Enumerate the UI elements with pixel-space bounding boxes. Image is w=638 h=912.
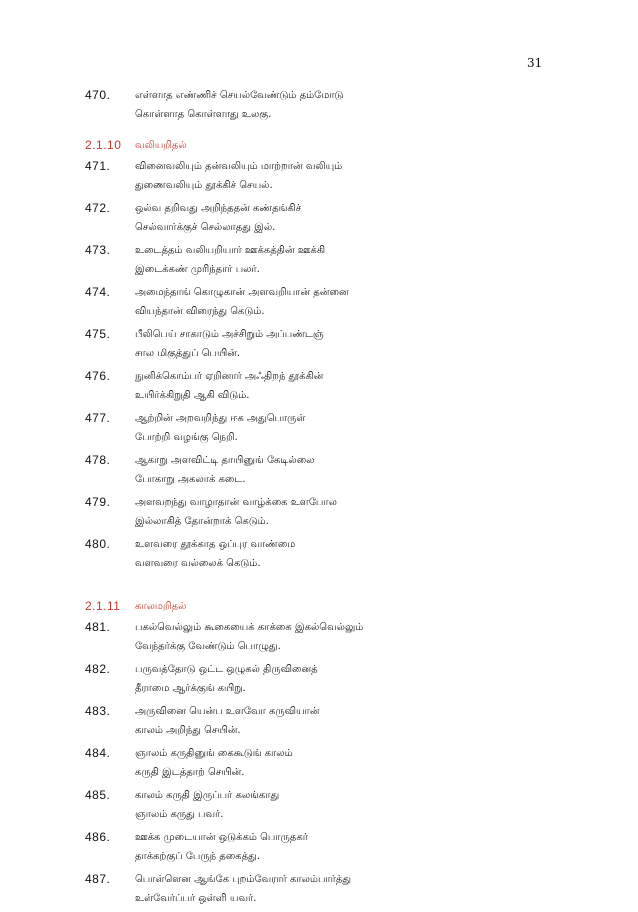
section-title: வலியறிதல் [135, 140, 187, 151]
verse-number: 487. [85, 872, 111, 886]
verse-number: 479. [85, 495, 111, 509]
verse-line: போற்றி வழங்கு நெறி. [135, 432, 238, 443]
verse-number: 483. [85, 704, 111, 718]
verse-line: சால மிகுத்துப் பெயின். [135, 348, 241, 359]
verse-line: தீராமை ஆர்க்குங் கயிறு. [135, 683, 246, 694]
verse-number: 482. [85, 662, 111, 676]
verse-line: எள்ளாத எண்ணிச் செயல்வேண்டும் தம்மோடு [135, 90, 344, 101]
verse-line: கருதி இடத்தாற் செயின். [135, 767, 245, 778]
verse-line: ஞாலம் கருதினுங் கைகூடுங் காலம் [135, 748, 293, 759]
verse-line: காலம் கருதி இருப்பர் கலங்காது [135, 790, 280, 801]
section-heading [85, 136, 555, 155]
verse-line: ஆகாறு அளவிட்டி தாயினுங் கேடில்லை [135, 455, 315, 466]
verse-line: ஊக்க முடையான் ஒடுக்கம் பொருதகர் [135, 832, 308, 843]
verse-entry [85, 744, 555, 782]
verse-line: வளவரை வல்லைக் கெடும். [135, 558, 261, 569]
verse-line: பகல்வெல்லும் கூகையைக் காக்கை இகல்வெல்லும் [135, 622, 364, 633]
verse-number: 472. [85, 201, 111, 215]
verse-number: 473. [85, 243, 111, 257]
verse-number: 476. [85, 369, 111, 383]
verse-entry [85, 535, 555, 573]
verse-line: செல்வார்க்குச் செல்லாதது இல். [135, 222, 276, 233]
verse-number: 470. [85, 88, 111, 102]
verse-line: போகாறு அகலாக் கடை. [135, 474, 246, 485]
verse-line: அமைந்தாங் கொழுகான் அளவறியான் தன்னை [135, 287, 349, 298]
verse-line: பீலிபெய் சாகாடும் அச்சிறும் அப்பண்டஞ் [135, 329, 324, 340]
verse-entry [85, 199, 555, 237]
verse-line: வேந்தர்க்கு வேண்டும் பொழுது. [135, 641, 281, 652]
verse-entry [85, 786, 555, 824]
verse-line: ஒல்வ தறிவது அறிந்ததன் கண்தங்கிச் [135, 203, 302, 214]
verse-line: உடைத்தம் வலியறியார் ஊக்கத்தின் ஊக்கி [135, 245, 326, 256]
verse-line: பொள்ளென ஆங்கே புறம்வேரார் காலம்பார்த்து [135, 874, 352, 885]
verse-line: உளவரை தூக்காத ஒப்புர வாண்மை [135, 539, 296, 550]
verse-entry [85, 283, 555, 321]
verse-line: வினைவலியும் தன்வலியும் மாற்றான் வலியும் [135, 161, 343, 172]
verse-number: 471. [85, 159, 111, 173]
verse-line: பருவத்தோடு ஒட்ட ஒழுகல் திருவினைத் [135, 664, 318, 675]
verse-entry [85, 828, 555, 866]
verse-entry [85, 241, 555, 279]
verse-number: 478. [85, 453, 111, 467]
verse-entry [85, 367, 555, 405]
verse-entry [85, 86, 555, 124]
verse-entry [85, 660, 555, 698]
section-title: காலமறிதல் [135, 601, 187, 612]
verse-number: 485. [85, 788, 111, 802]
verse-line: துணைவலியும் தூக்கிச் செயல். [135, 180, 273, 191]
verse-line: வியந்தான் விரைந்து கெடும். [135, 306, 265, 317]
verse-entry [85, 157, 555, 195]
verse-number: 484. [85, 746, 111, 760]
verse-number: 477. [85, 411, 111, 425]
verse-line: கொள்ளாத கொள்ளாது உலகு. [135, 109, 272, 120]
verse-line: உயிர்க்கிறுதி ஆகி விடும். [135, 390, 250, 401]
verse-line: ஆற்றின் அறவறிந்து ஈக அதுபொருள் [135, 413, 306, 424]
verse-line: அளவறந்து வாழாதான் வாழ்க்கை உளபோல [135, 497, 337, 508]
verse-entry [85, 870, 555, 908]
verse-number: 480. [85, 537, 111, 551]
verse-line: உள்வேர்ப்பர் ஒள்ளி யவர். [135, 893, 257, 904]
verse-line: அருவினை யென்ப உளவோ கருவியான் [135, 706, 320, 717]
verse-entry [85, 702, 555, 740]
verse-line: நுனிக்கொம்பர் ஏறினார் அஃதிறந் தூக்கின் [135, 371, 324, 382]
document-body [85, 86, 555, 912]
verse-number: 486. [85, 830, 111, 844]
verse-entry [85, 409, 555, 447]
page-number: 31 [527, 56, 543, 70]
verse-entry [85, 493, 555, 531]
section-number: 2.1.11 [85, 599, 121, 613]
section-number: 2.1.10 [85, 138, 122, 152]
verse-line: ஞாலம் கருது பவர். [135, 809, 224, 820]
verse-entry [85, 325, 555, 363]
verse-number: 475. [85, 327, 111, 341]
verse-line: தாக்கற்குப் பேருந் தகைத்து. [135, 851, 260, 862]
section-heading [85, 597, 555, 616]
verse-line: இடைக்கண் முரிந்தார் பலர். [135, 264, 260, 275]
verse-line: இல்லாகித் தோன்றாக் கெடும். [135, 516, 269, 527]
verse-entry [85, 618, 555, 656]
verse-entry [85, 451, 555, 489]
verse-number: 474. [85, 285, 111, 299]
verse-line: காலம் அறிந்து செயின். [135, 725, 241, 736]
verse-number: 481. [85, 620, 111, 634]
